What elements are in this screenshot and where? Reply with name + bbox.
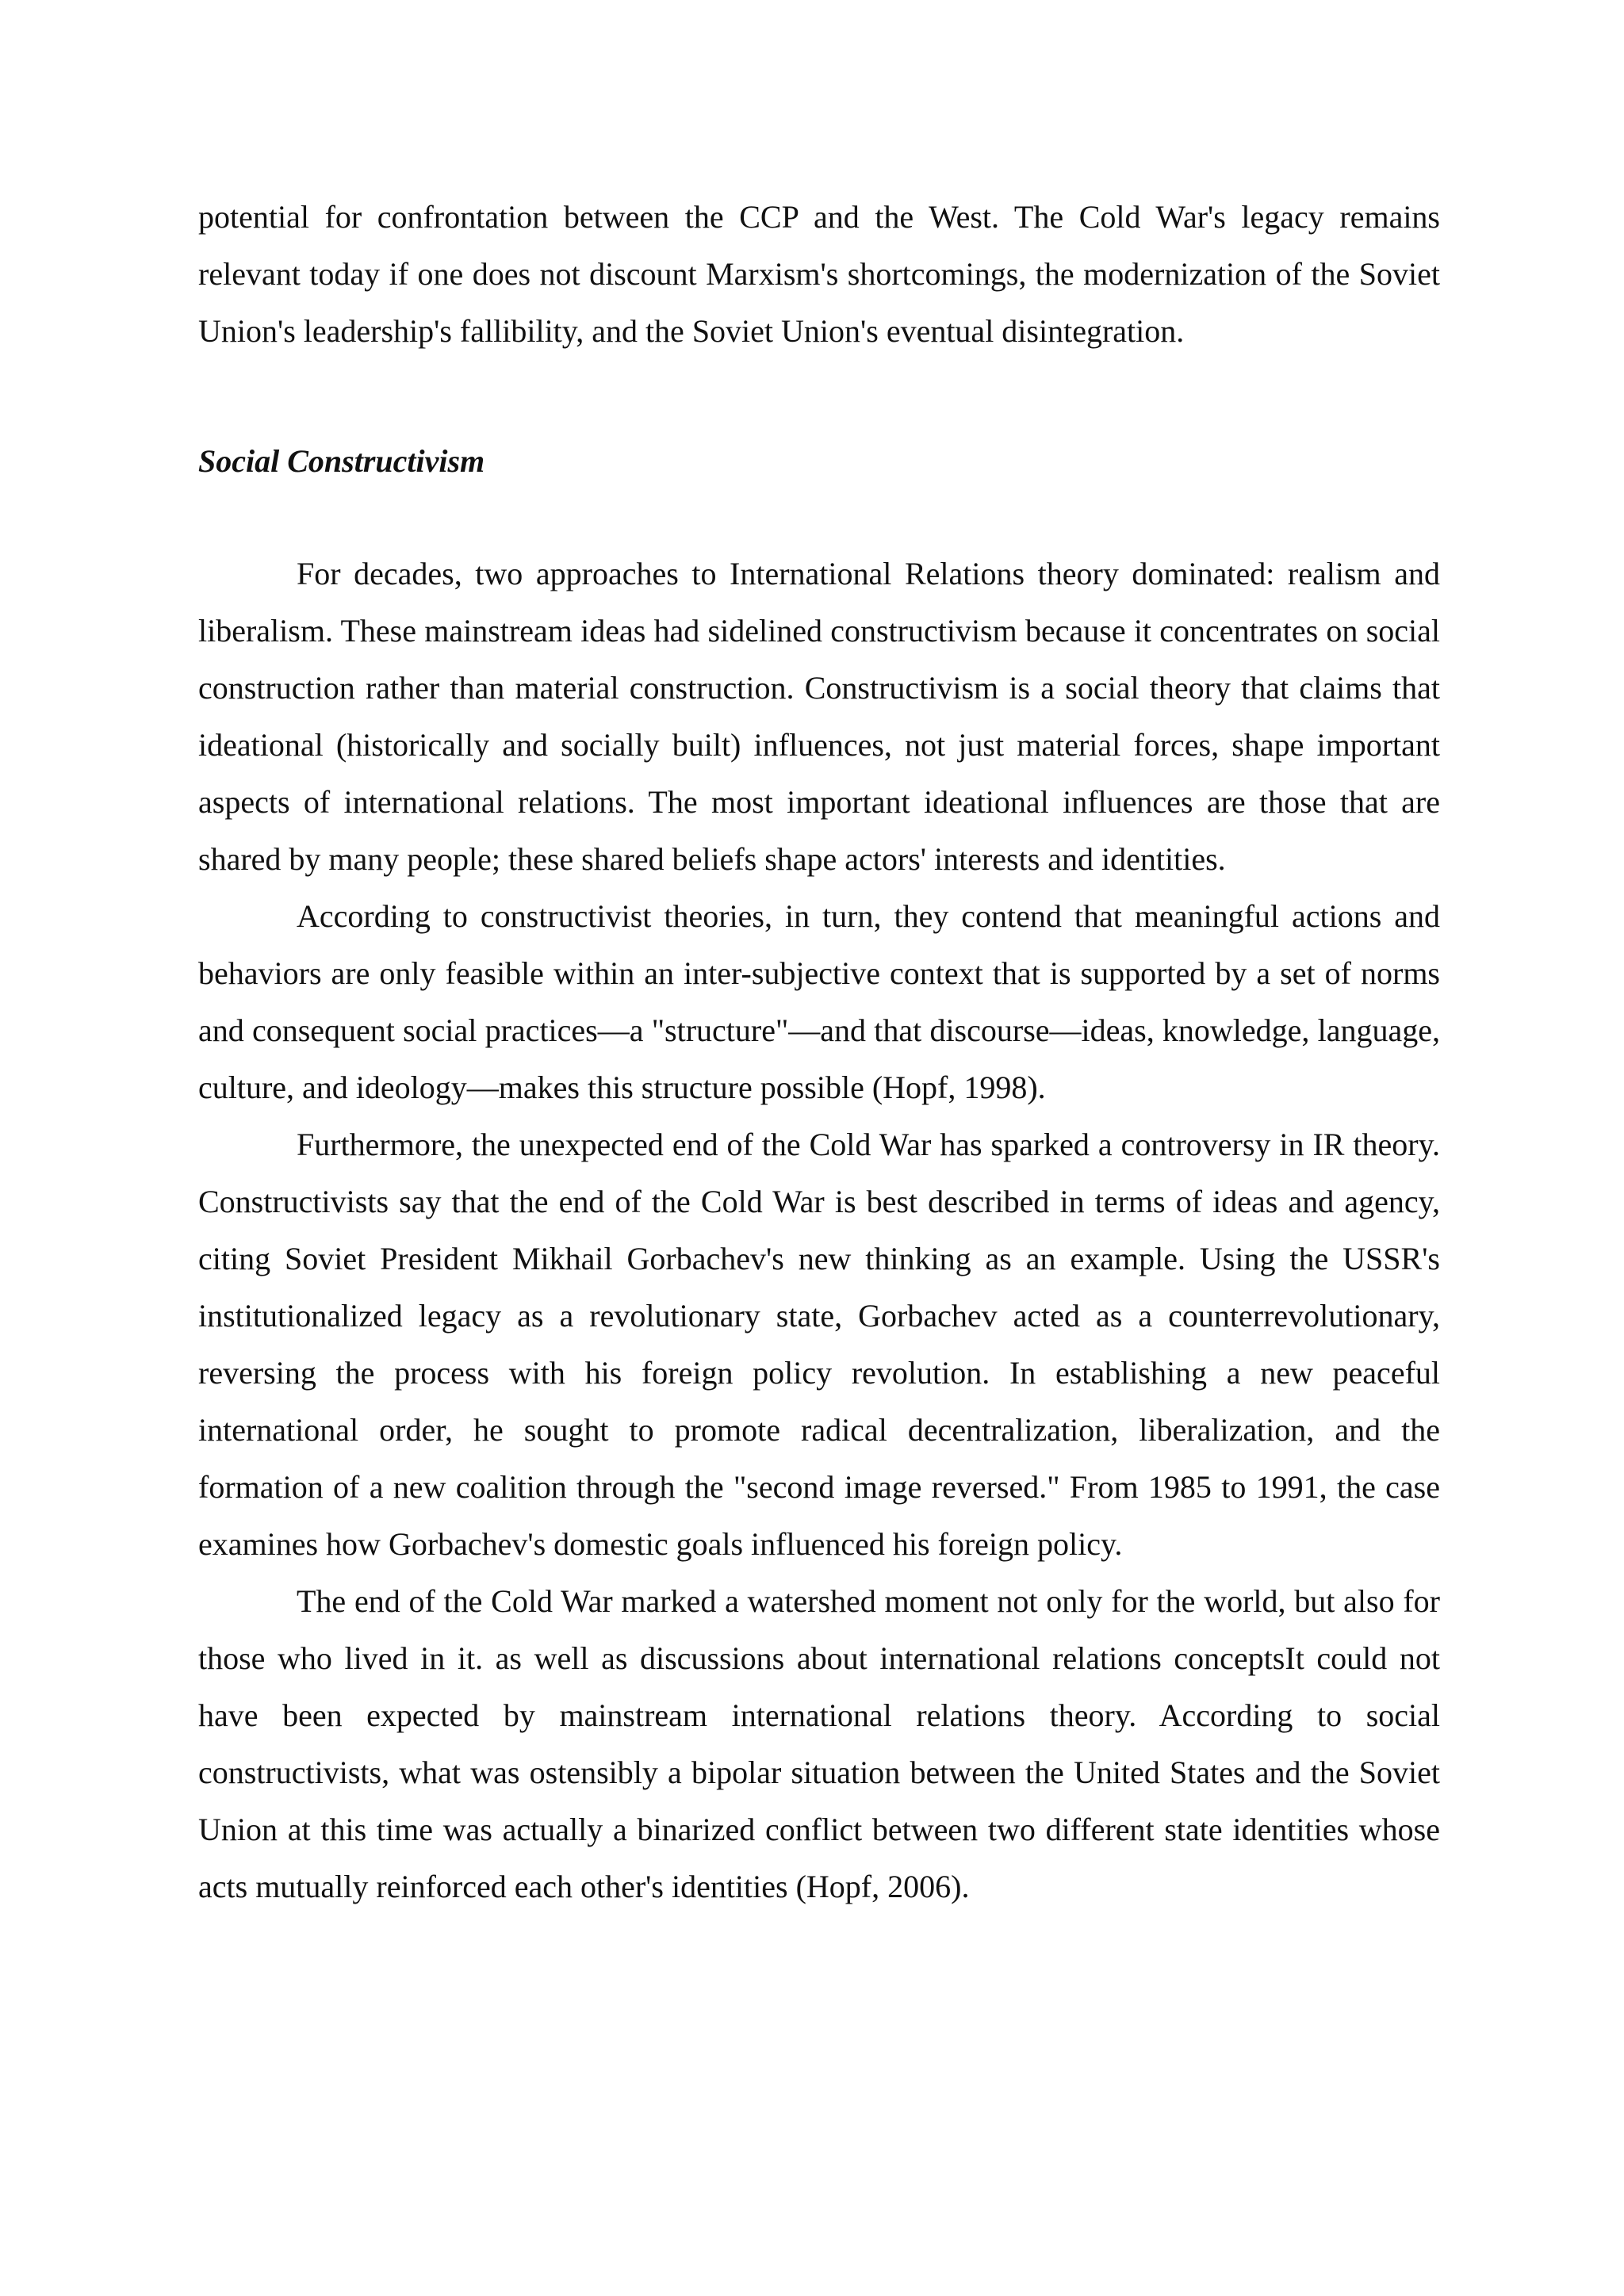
section-body <box>198 545 1440 1915</box>
paragraph-end-of-cold-war-controversy: Furthermore, the unexpected end of the Cold War has sparked a controversy in IR theory. Constructivists say that the end of the Cold War is best described in terms of ideas and agency, citing Soviet President Mikhail Gorbachev's new thinking as an example. Using the USSR's institutionalized legacy as a revolutionary state, Gorbachev acted as a counterrevolutionary, reversing the process with his foreign policy revolution. In establishing a new peaceful international order, he sought to promote radical decentralization, liberalization, and the formation of a new coalition through the "second image reversed." From 1985 to 1991, the case examines how Gorbachev's domestic goals influenced his foreign policy. <box>198 1127 1440 1562</box>
intro-paragraph: potential for confrontation between the CCP and the West. The Cold War's legacy remains relevant today if one does not discount Marxism's shortcomings, the modernization of the Soviet Union's leadership's fallibility, and the Soviet Union's eventual disintegration. <box>198 199 1440 349</box>
paragraph-constructivist-theories: According to constructivist theories, in turn, they contend that meaningful actions and behaviors are only feasible within an inter-subjective context that is supported by a set of norms and consequent social practices—a "structure"—and that discourse—ideas, knowledge, language, culture, and ideology—makes this structure possible (Hopf, 1998). <box>198 898 1440 1105</box>
paragraph-realism-liberalism: For decades, two approaches to International Relations theory dominated: realism and liberalism. These mainstream ideas had sidelined constructivism because it concentrates on social construction rather than material construction. Constructivism is a social theory that claims that ideational (historically and socially built) influences, not just material forces, shape important aspects of international relations. The most important ideational influences are those that are shared by many people; these shared beliefs shape actors' interests and identities. <box>198 556 1440 877</box>
section-heading: Social Constructivism <box>198 443 485 479</box>
intro-text <box>198 189 1440 360</box>
paragraph-watershed-moment: The end of the Cold War marked a watershed moment not only for the world, but also for those who lived in it. as well as discussions about international relations conceptsIt could not have been expected by mainstream international relations theory. According to social constructivists, what was ostensibly a bipolar situation between the United States and the Soviet Union at this time was actually a binarized conflict between two different state identities whose acts mutually reinforced each other's identities (Hopf, 2006). <box>198 1583 1440 1904</box>
